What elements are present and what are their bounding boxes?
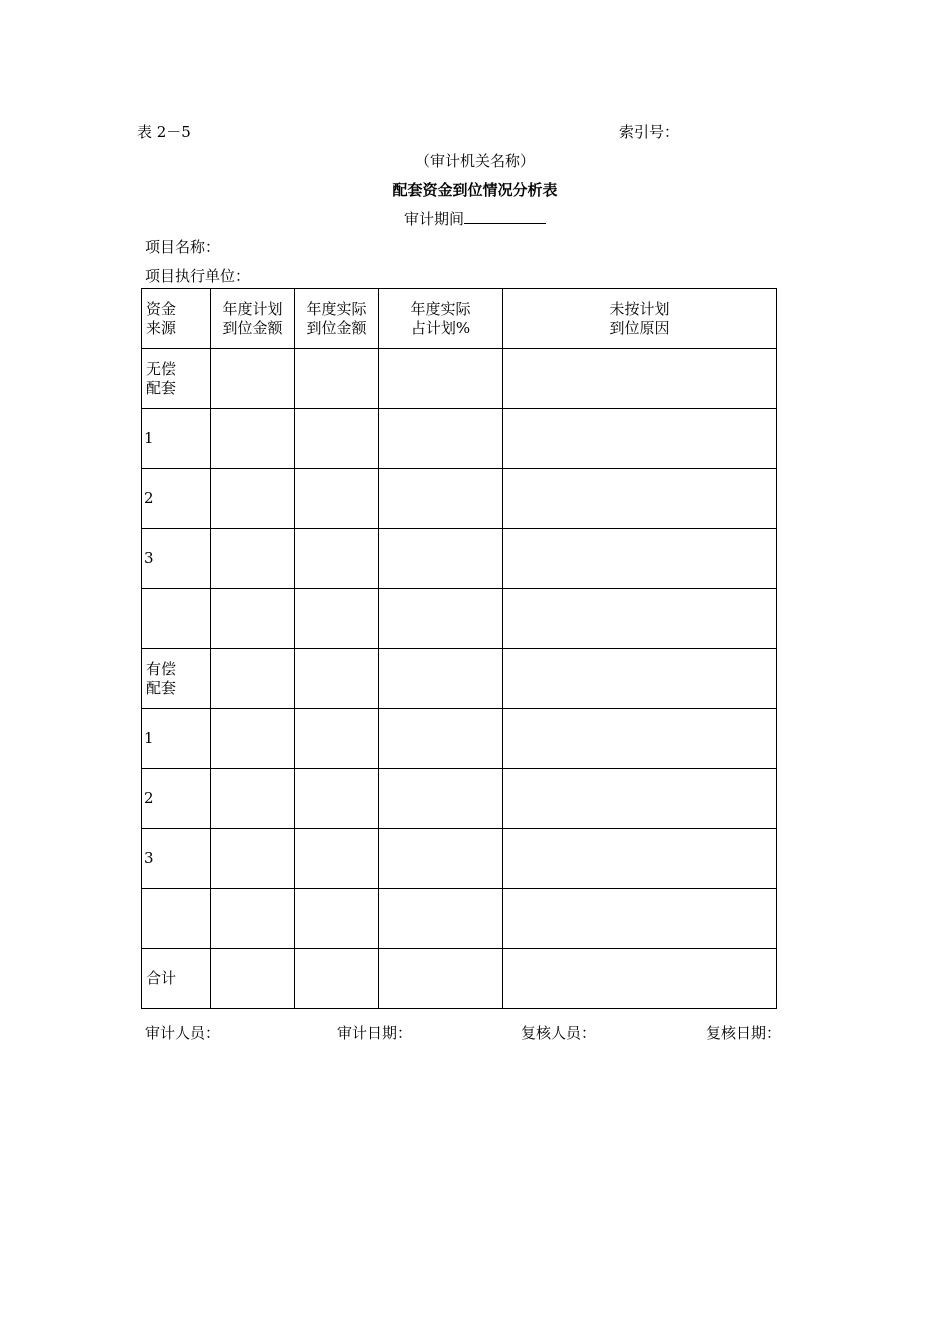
funding-source-line: 3 — [144, 849, 154, 867]
column-header-line: 年度实际 — [306, 299, 367, 318]
empty-cell — [211, 589, 295, 649]
empty-cell — [211, 889, 295, 949]
empty-cell — [503, 889, 777, 949]
empty-cell — [379, 469, 503, 529]
funding-source-cell — [142, 589, 211, 649]
empty-cell — [295, 649, 379, 709]
table-row — [142, 769, 777, 829]
table-number-label: 表 2－5 — [137, 123, 191, 141]
column-header-line: 年度实际 — [410, 299, 471, 318]
empty-cell — [211, 709, 295, 769]
audit-period — [0, 208, 950, 229]
column-header-line: 到位金额 — [306, 318, 367, 337]
audit-org-name: （审计机关名称） — [414, 152, 535, 170]
funding-source-cell — [142, 529, 211, 589]
empty-cell — [295, 529, 379, 589]
index-number-label: 索引号： — [619, 123, 680, 141]
empty-cell — [379, 709, 503, 769]
column-header-line: 年度计划 — [222, 299, 283, 318]
project-name-label: 项目名称： — [145, 238, 221, 256]
funding-analysis-table — [141, 288, 777, 1009]
empty-cell — [295, 829, 379, 889]
funding-source-cell — [142, 649, 211, 709]
column-header-line: 到位原因 — [609, 318, 670, 337]
table-row — [142, 829, 777, 889]
table-row — [142, 949, 777, 1009]
empty-cell — [503, 409, 777, 469]
funding-source-cell — [142, 409, 211, 469]
table-row — [142, 589, 777, 649]
funding-source-cell — [142, 469, 211, 529]
table-header-row — [142, 289, 777, 349]
empty-cell — [379, 949, 503, 1009]
empty-cell — [503, 769, 777, 829]
funding-source-cell — [142, 349, 211, 409]
funding-source-line: 无偿 — [146, 359, 177, 378]
column-header — [142, 289, 211, 349]
funding-source-line: 合计 — [146, 969, 177, 987]
empty-cell — [503, 829, 777, 889]
funding-source-line: 2 — [144, 789, 154, 807]
empty-cell — [379, 829, 503, 889]
empty-cell — [295, 589, 379, 649]
column-header — [503, 289, 777, 349]
empty-cell — [211, 769, 295, 829]
empty-cell — [295, 889, 379, 949]
empty-cell — [211, 469, 295, 529]
column-header-line: 占计划% — [410, 318, 471, 337]
funding-source-line: 3 — [144, 549, 154, 567]
empty-cell — [379, 409, 503, 469]
funding-source-cell — [142, 769, 211, 829]
empty-cell — [379, 649, 503, 709]
column-header — [379, 289, 503, 349]
empty-cell — [379, 889, 503, 949]
auditor-label: 审计人员： — [145, 1024, 221, 1042]
empty-cell — [503, 349, 777, 409]
empty-cell — [211, 349, 295, 409]
empty-cell — [379, 769, 503, 829]
table-row — [142, 649, 777, 709]
empty-cell — [379, 589, 503, 649]
funding-source-line: 配套 — [146, 678, 177, 697]
empty-cell — [295, 949, 379, 1009]
empty-cell — [211, 829, 295, 889]
project-unit-label: 项目执行单位： — [145, 267, 251, 285]
empty-cell — [379, 349, 503, 409]
funding-source-cell — [142, 829, 211, 889]
funding-source-cell — [142, 889, 211, 949]
empty-cell — [503, 469, 777, 529]
table-row — [142, 529, 777, 589]
funding-source-line: 1 — [144, 729, 154, 747]
empty-cell — [503, 709, 777, 769]
funding-source-cell — [142, 709, 211, 769]
empty-cell — [211, 409, 295, 469]
table-row — [142, 709, 777, 769]
empty-cell — [503, 649, 777, 709]
table-row — [142, 409, 777, 469]
empty-cell — [295, 349, 379, 409]
empty-cell — [295, 709, 379, 769]
empty-cell — [503, 589, 777, 649]
column-header-line: 来源 — [146, 318, 177, 337]
column-header — [211, 289, 295, 349]
funding-source-line: 配套 — [146, 378, 177, 397]
audit-period-label: 审计期间 — [403, 210, 464, 228]
audit-period-blank — [464, 209, 546, 224]
empty-cell — [211, 649, 295, 709]
empty-cell — [503, 529, 777, 589]
empty-cell — [295, 409, 379, 469]
audit-date-label: 审计日期： — [337, 1024, 413, 1042]
funding-source-line: 1 — [144, 429, 154, 447]
funding-source-cell — [142, 949, 211, 1009]
form-title: 配套资金到位情况分析表 — [392, 181, 558, 199]
funding-source-line: 有偿 — [146, 659, 177, 678]
empty-cell — [211, 529, 295, 589]
funding-source-line: 2 — [144, 489, 154, 507]
review-date-label: 复核日期： — [706, 1024, 782, 1042]
empty-cell — [295, 769, 379, 829]
empty-cell — [503, 949, 777, 1009]
empty-cell — [379, 529, 503, 589]
table-row — [142, 889, 777, 949]
column-header-line: 到位金额 — [222, 318, 283, 337]
table-row — [142, 349, 777, 409]
reviewer-label: 复核人员： — [521, 1024, 597, 1042]
empty-cell — [211, 949, 295, 1009]
column-header-line: 资金 — [146, 299, 177, 318]
empty-cell — [295, 469, 379, 529]
column-header — [295, 289, 379, 349]
column-header-line: 未按计划 — [609, 299, 670, 318]
table-row — [142, 469, 777, 529]
